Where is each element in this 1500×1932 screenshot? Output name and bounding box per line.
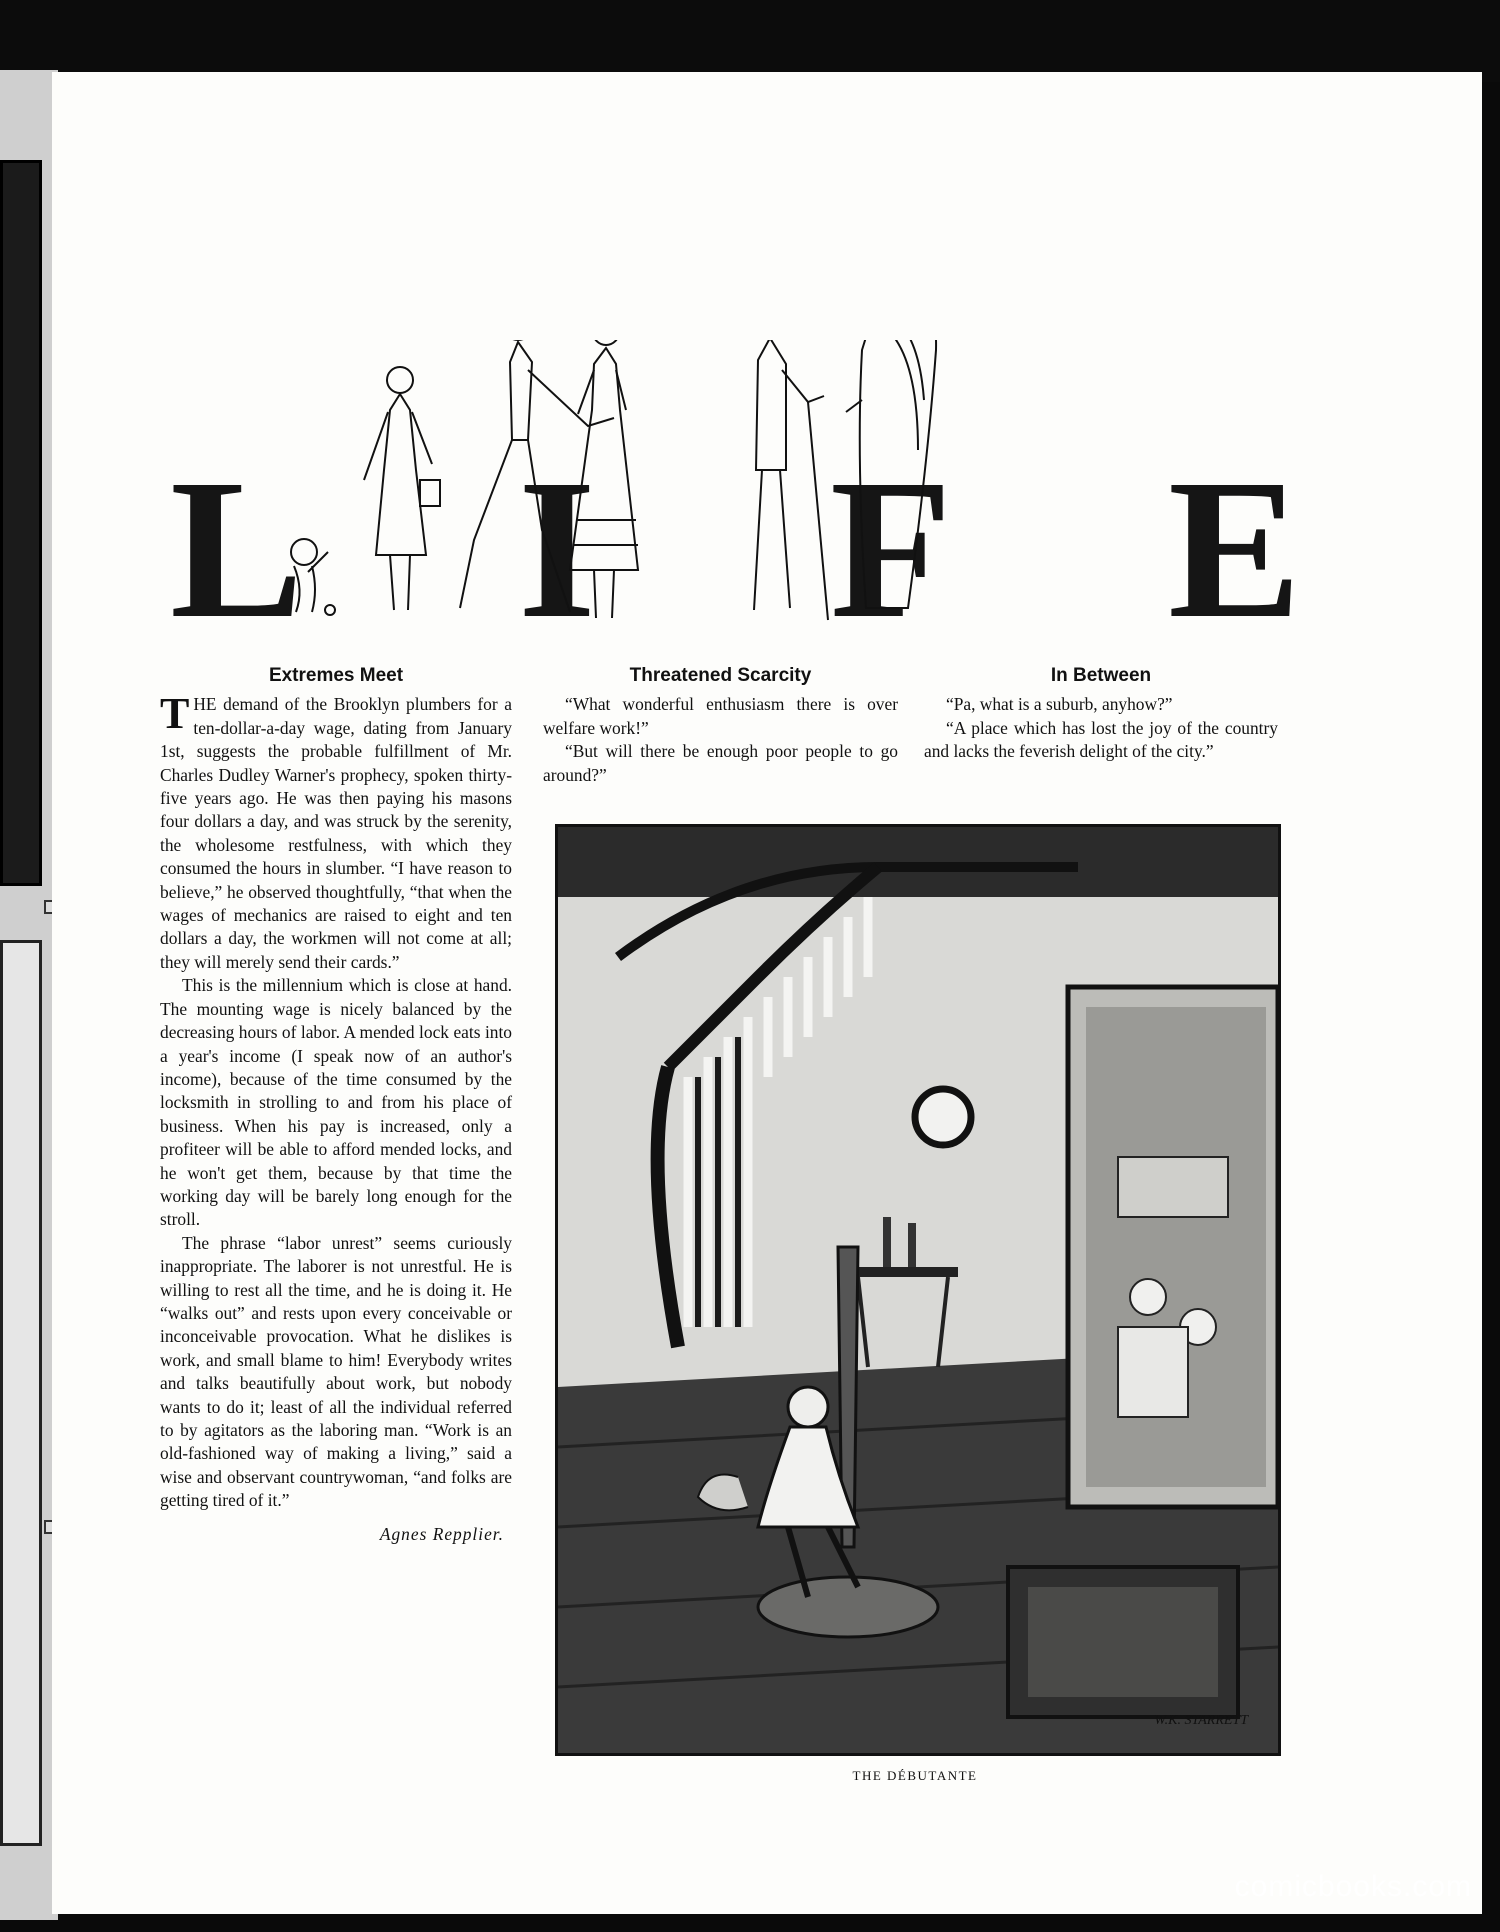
old-man-with-cane-figure-icon <box>754 340 828 620</box>
watermark: comicbooks.com <box>1234 1870 1472 1903</box>
article-paragraph <box>160 689 512 974</box>
masthead-letter-e: E <box>1168 439 1302 660</box>
article-title-in-between: In Between <box>1050 665 1152 686</box>
article-paragraph-text: HE demand of the Brooklyn plumbers for a ten-dollar-a-day wage, dating from January 1st, suggests the probable fulfillment of Mr. Charles Dudley Warner's prophecy, spoken thirty-five years ago. He was then paying his masons four dollars a day, and was struck by the serenity, the wholesome restfulness, with which they consumed the hours in slumber. “I have reason to believe,” he observed thoughtfully, “that when the wages of mechanics are raised to eight and ten dollars a day, the workmen will not come at all; they will merely send their cards.” <box>160 694 512 972</box>
column-threatened-scarcity <box>543 664 898 787</box>
life-masthead <box>118 340 1302 660</box>
article-title-threatened-scarcity: Threatened Scarcity <box>629 665 812 686</box>
adjacent-page-panel <box>0 940 42 1846</box>
angel-figure-icon <box>846 340 936 608</box>
masthead-letter-f: F <box>830 439 953 660</box>
scan-border-top <box>0 0 1500 82</box>
article-paragraph: “What wonderful enthusiasm there is over welfare work!” <box>543 694 898 738</box>
masthead-figures <box>118 340 1278 640</box>
adjacent-page-image <box>0 160 42 886</box>
artist-signature: W.K. STARRETT <box>1154 1713 1248 1728</box>
article-paragraph: This is the millennium which is close at hand. The mounting wage is nicely balanced by the decreasing hours of labor. A mended lock eats into a year's income (I speak now of an author's income), because of the time consumed by the locksmith in strolling to and from his place of business. When his pay is increased, only a profiteer will be able to afford mended locks, and he won't get them, because by that time the working day will be barely long enough for the stroll. <box>160 975 512 1230</box>
young-woman-figure-icon <box>364 367 440 610</box>
article-byline: Agnes Repplier. <box>379 1523 504 1544</box>
drop-cap: T <box>160 689 190 739</box>
column-extremes-meet <box>160 664 512 1546</box>
woman-in-dress-figure-icon <box>570 340 638 618</box>
illustration-caption: THE DÉBUTANTE <box>852 1768 978 1783</box>
adjacent-page-edge <box>0 70 58 1920</box>
baby-figure-icon <box>291 539 335 615</box>
article-title-extremes-meet: Extremes Meet <box>268 665 404 686</box>
masthead-letter-l: L <box>170 439 304 660</box>
debutante-illustration <box>555 824 1281 1756</box>
article-paragraph: The phrase “labor unrest” seems curiously inappropriate. The laborer is not unrestful. He is willing to rest all the time, and he is doing it. He “walks out” and rests upon every conceivable or inconceivable provocation. What he dislikes is work, and small blame to him! Everybody writes and talks beautifully about work, but nobody wants to do it; least of all the individual referred to by agitators as the laboring man. “Work is an old-fashioned way of making a living,” said a wise and observant countrywoman, “and folks are getting tired of it.” <box>160 1232 512 1511</box>
column-in-between <box>924 664 1278 764</box>
article-paragraph: “But will there be enough poor people to go around?” <box>543 741 898 785</box>
article-paragraph: “A place which has lost the joy of the country and lacks the feverish delight of the city.” <box>924 717 1278 762</box>
article-paragraph: “Pa, what is a suburb, anyhow?” <box>946 694 1173 715</box>
staircase-drawing <box>558 827 1278 1753</box>
masthead-letter-i: I <box>518 439 596 660</box>
